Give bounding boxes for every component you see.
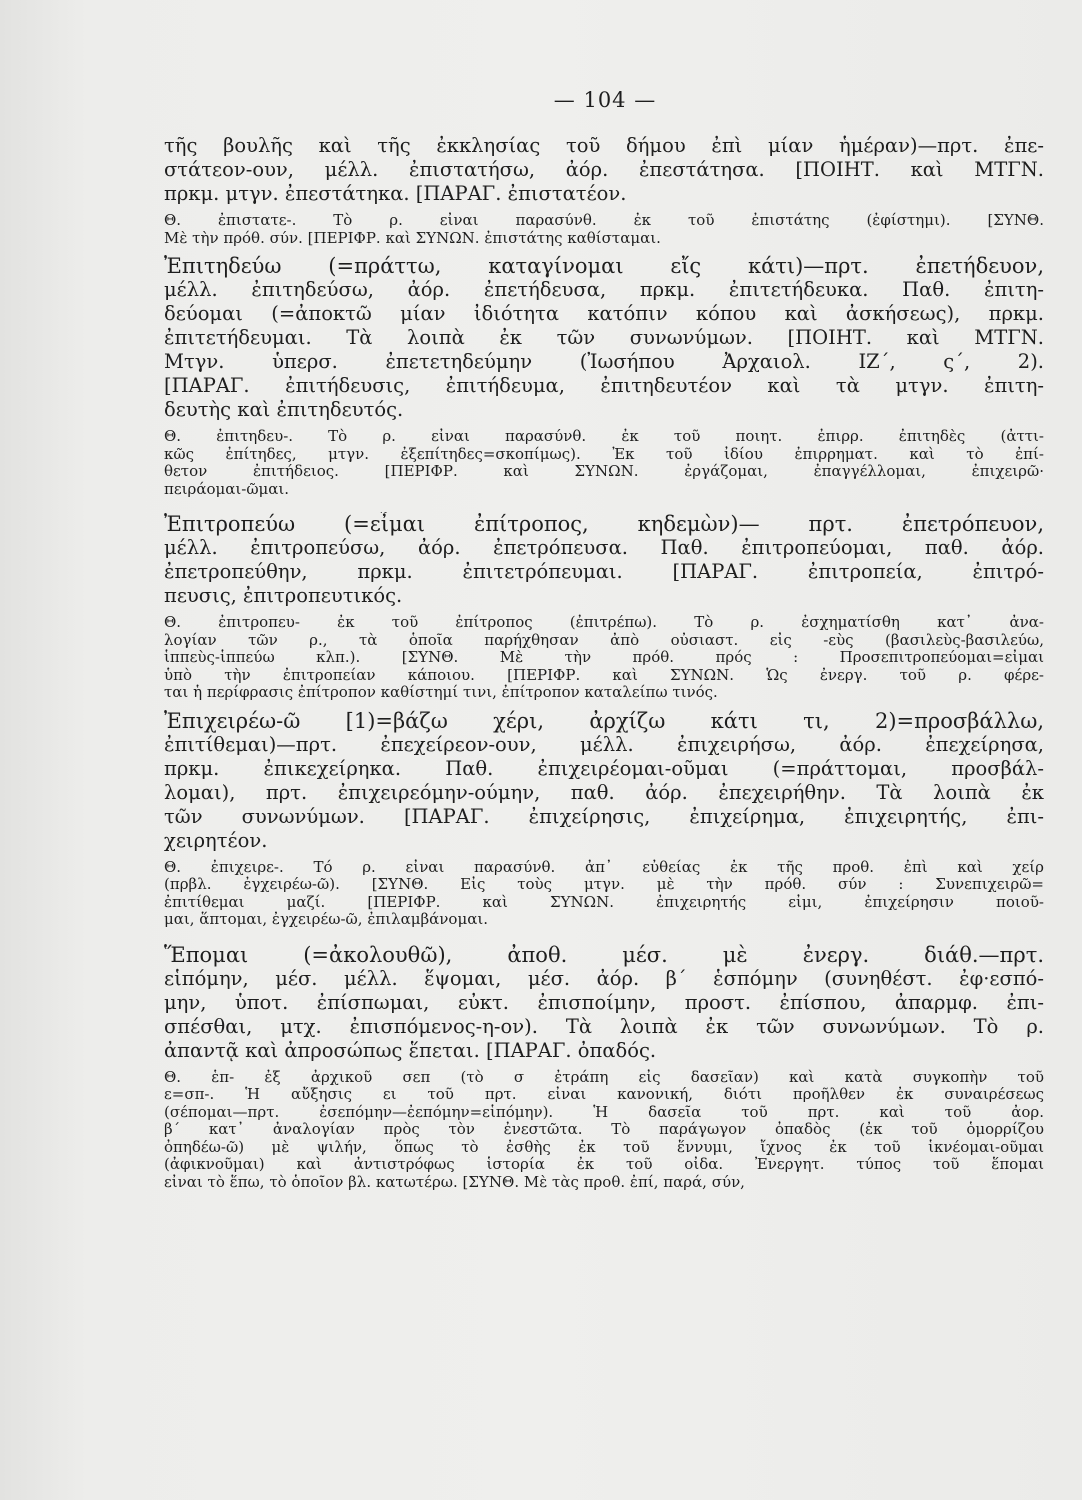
etymology-note (164, 428, 1044, 498)
entry-line: πρκμ. ἐπικεχείρηκα. Παθ. ἐπιχειρέομαι-οῦμαι (=πράττομαι, προσβάλ- (164, 756, 1044, 780)
entry-headline: Ἕπομαι (=ἀκολουθῶ), ἀποθ. μέσ. μὲ ἐνεργ. διάθ.—πρτ. (164, 942, 1044, 967)
entry-epicheireo (164, 709, 1044, 853)
entry-line: λομαι), πρτ. ἐπιχειρεόμην-ούμην, παθ. ἀόρ. ἐπεχειρήθην. Τὰ λοιπὰ ἐκ (164, 780, 1044, 804)
note-line: Θ. ἐπιστατε-. Τὸ ρ. εἶναι παρασύνθ. ἐκ τοῦ ἐπιστάτης (ἐφίστημι). [ΣΥΝΘ. (164, 212, 1044, 229)
note-line: ται ἡ περίφρασις ἐπίτροπον καθίστημί τινι, ἐπίτροπον καταλείπω τινός. (164, 684, 718, 701)
entry-headline: Ἐπιτροπεύω (=εἶμαι ἐπίτροπος, κηδεμὼν)— πρτ. ἐπετρόπευον, (164, 512, 1044, 536)
note-line: (σέπομαι—πρτ. ἐσεπόμην—ἐεπόμην=εἱπόμην). Ἡ δασεῖα τοῦ πρτ. καὶ τοῦ ἀορ. (164, 1103, 1044, 1121)
entry-line: ἐπετροπεύθην, πρκμ. ἐπιτετρόπευμαι. [ΠΑΡΑΓ. ἐπιτροπεία, ἐπιτρό- (164, 560, 1044, 583)
etymology-note (164, 614, 1044, 702)
note-line: κῶς ἐπίτηδες, μτγν. ἐξεπίτηδες=σκοπίμως). Ἐκ τοῦ ἰδίου ἐπιρρηματ. καὶ τὸ ἐπί- (164, 445, 1044, 463)
note-line: (πρβλ. ἐγχειρέω-ῶ). [ΣΥΝΘ. Εἰς τοὺς μτγν. μὲ τὴν πρόθ. σύν : Συνεπιχειρῶ= (164, 876, 1044, 893)
note-line: ὀπηδέω-ῶ) μὲ ψιλήν, ὅπως τὸ ἐσθὴς ἐκ τοῦ ἕννυμι, ἴχνος ἐκ τοῦ ἱκνέομαι-οῦμαι (164, 1138, 1044, 1156)
entry-line: τῆς βουλῆς καὶ τῆς ἐκκλησίας τοῦ δήμου ἐπὶ μίαν ἡμέραν)—πρτ. ἐπε- (164, 134, 1044, 157)
entry-line: πευσις, ἐπιτροπευτικός. (164, 584, 403, 607)
note-line: Μὲ τὴν πρόθ. σύν. [ΠΕΡΙΦΡ. καὶ ΣΥΝΩΝ. ἐπιστάτης καθίσταμαι. (164, 229, 661, 247)
note-line: μαι, ἅπτομαι, ἐγχειρέω-ῶ, ἐπιλαμβάνομαι. (164, 911, 488, 928)
note-line: ἐπιτίθεμαι μαζί. [ΠΕΡΙΦΡ. καὶ ΣΥΝΩΝ. ἐπιχειρητής εἰμι, ἐπιχείρησιν ποιοῦ- (164, 893, 1044, 911)
entry-line: εἱπόμην, μέσ. μέλλ. ἕψομαι, μέσ. ἀόρ. β΄ ἑσπόμην (συνηθέστ. ἐφ·εσπό- (164, 966, 1044, 990)
note-line: Θ. ἐπιτροπευ- ἐκ τοῦ ἐπίτροπος (ἐπιτρέπω). Τὸ ρ. ἐσχηματίσθη κατ᾿ ἀνα- (164, 614, 1044, 631)
note-line: ε=σπ-. Ἡ αὔξησις ει τοῦ πρτ. εἶναι κανονική, διότι προῆλθεν ἐκ συναιρέσεως (164, 1086, 1044, 1103)
entry-hepomai (164, 943, 1044, 1063)
etymology-note (164, 859, 1044, 929)
entry-line: δεύομαι (=ἀποκτῶ μίαν ἰδιότητα κατόπιν κόπου καὶ ἀσκήσεως), πρκμ. (164, 302, 1044, 325)
page-number: — 104 — (553, 88, 657, 112)
entry-epitedeuo (164, 254, 1044, 422)
entry-headline: Ἐπιτηδεύω (=πράττω, καταγίνομαι εἴς κάτι)—πρτ. ἐπετήδευον, (164, 254, 1044, 278)
entry-line: μέλλ. ἐπιτροπεύσω, ἀόρ. ἐπετρόπευσα. Παθ. ἐπιτροπεύομαι, παθ. ἀόρ. (164, 536, 1044, 559)
entry-line: πρκμ. μτγν. ἐπεστάτηκα. [ΠΑΡΑΓ. ἐπιστατέον. (164, 182, 627, 205)
entry-epistateo-continuation (164, 134, 1044, 206)
note-line: Θ. ἑπ- ἐξ ἀρχικοῦ σεπ (τὸ σ ἐτράπη εἰς δασεῖαν) καὶ κατὰ συγκοπὴν τοῦ (164, 1068, 1044, 1086)
entry-line: ἐπιτίθεμαι)—πρτ. ἐπεχείρεον-ουν, μέλλ. ἐπιχειρήσω, ἀόρ. ἐπεχείρησα, (164, 732, 1044, 756)
note-line: (ἀφικνοῦμαι) καὶ ἀντιστρόφως ἱστορία ἐκ τοῦ οἶδα. Ἐνεργητ. τύπος τοῦ ἕπομαι (164, 1156, 1044, 1173)
note-line: θετον ἐπιτήδειος. [ΠΕΡΙΦΡ. καὶ ΣΥΝΩΝ. ἐργάζομαι, ἐπαγγέλλομαι, ἐπιχειρῶ· (164, 463, 1044, 480)
note-line: Θ. ἐπιχειρε-. Τό ρ. εἶναι παρασύνθ. ἀπ᾿ εὐθείας ἐκ τῆς προθ. ἐπὶ καὶ χείρ (164, 858, 1044, 876)
entry-line: ἀπαντᾷ καὶ ἀπροσώπως ἕπεται. [ΠΑΡΑΓ. ὀπαδός. (164, 1038, 657, 1062)
note-line: λογίαν τῶν ρ., τὰ ὁποῖα παρήχθησαν ἀπὸ οὐσιαστ. εἰς -εὺς (βασιλεὺς-βασιλεύω, (164, 631, 1044, 649)
entry-line: τῶν συνωνύμων. [ΠΑΡΑΓ. ἐπιχείρησις, ἐπιχείρημα, ἐπιχειρητής, ἐπι- (164, 804, 1044, 828)
entry-headline: Ἐπιχειρέω-ῶ [1)=βάζω χέρι, ἀρχίζω κάτι τι, 2)=προσβάλλω, (164, 708, 1044, 733)
entry-epitropeuo (164, 512, 1044, 608)
entry-line: [ΠΑΡΑΓ. ἐπιτήδευσις, ἐπιτήδευμα, ἐπιτηδευτέον καὶ τὰ μτγν. ἐπιτη- (164, 374, 1044, 397)
entry-line: δευτὴς καὶ ἐπιτηδευτός. (164, 398, 404, 421)
entry-line: μέλλ. ἐπιτηδεύσω, ἀόρ. ἐπετήδευσα, πρκμ. ἐπιτετήδευκα. Παθ. ἐπιτη- (164, 278, 1044, 301)
note-line: β΄ κατ᾿ ἀναλογίαν πρὸς τὸν ἐνεστῶτα. Τὸ παράγωγον ὀπαδὸς (ἐκ τοῦ ὁμορρίζου (164, 1121, 1044, 1138)
entry-line: στάτεον-ουν, μέλλ. ἐπιστατήσω, ἀόρ. ἐπεστάτησα. [ΠΟΙΗΤ. καὶ ΜΤΓΝ. (164, 158, 1044, 181)
note-line: ὑπὸ τὴν ἐπιτροπείαν κάποιου. [ΠΕΡΙΦΡ. καὶ ΣΥΝΩΝ. Ὡς ἐνεργ. τοῦ ρ. φέρε- (164, 666, 1044, 684)
entry-line: σπέσθαι, μτχ. ἐπισπόμενος-η-ον). Τὰ λοιπὰ ἐκ τῶν συνωνύμων. Τὸ ρ. (164, 1014, 1044, 1038)
note-line: ἱππεὺς-ἱππεύω κλπ.). [ΣΥΝΘ. Μὲ τὴν πρόθ. πρός : Προσεπιτροπεύομαι=εἶμαι (164, 649, 1044, 666)
entry-line: Μτγν. ὑπερσ. ἐπετετηδεύμην (Ἰωσήπου Ἀρχαιολ. ΙΖ΄, ς΄, 2). (164, 350, 1044, 373)
entry-line: χειρητέον. (164, 828, 268, 852)
note-line: εἶναι τὸ ἕπω, τὸ ὁποῖον βλ. κατωτέρω. [ΣΥΝΘ. Μὲ τὰς προθ. ἐπί, παρά, σύν, (164, 1173, 745, 1191)
dictionary-text (164, 134, 1044, 1191)
entry-line: ἐπιτετήδευμαι. Τὰ λοιπὰ ἐκ τῶν συνωνύμων. [ΠΟΙΗΤ. καὶ ΜΤΓΝ. (164, 326, 1044, 349)
etymology-note (164, 1069, 1044, 1192)
note-line: πειράομαι-ῶμαι. (164, 480, 290, 498)
entry-line: μην, ὑποτ. ἐπίσπωμαι, εὐκτ. ἐπισποίμην, προστ. ἐπίσπου, ἀπαρμφ. ἐπι- (164, 990, 1044, 1014)
etymology-note (164, 212, 1044, 247)
note-line: Θ. ἐπιτηδευ-. Τὸ ρ. εἶναι παρασύνθ. ἐκ τοῦ ποιητ. ἐπιρρ. ἐπιτηδὲς (ἀττι- (164, 428, 1044, 445)
